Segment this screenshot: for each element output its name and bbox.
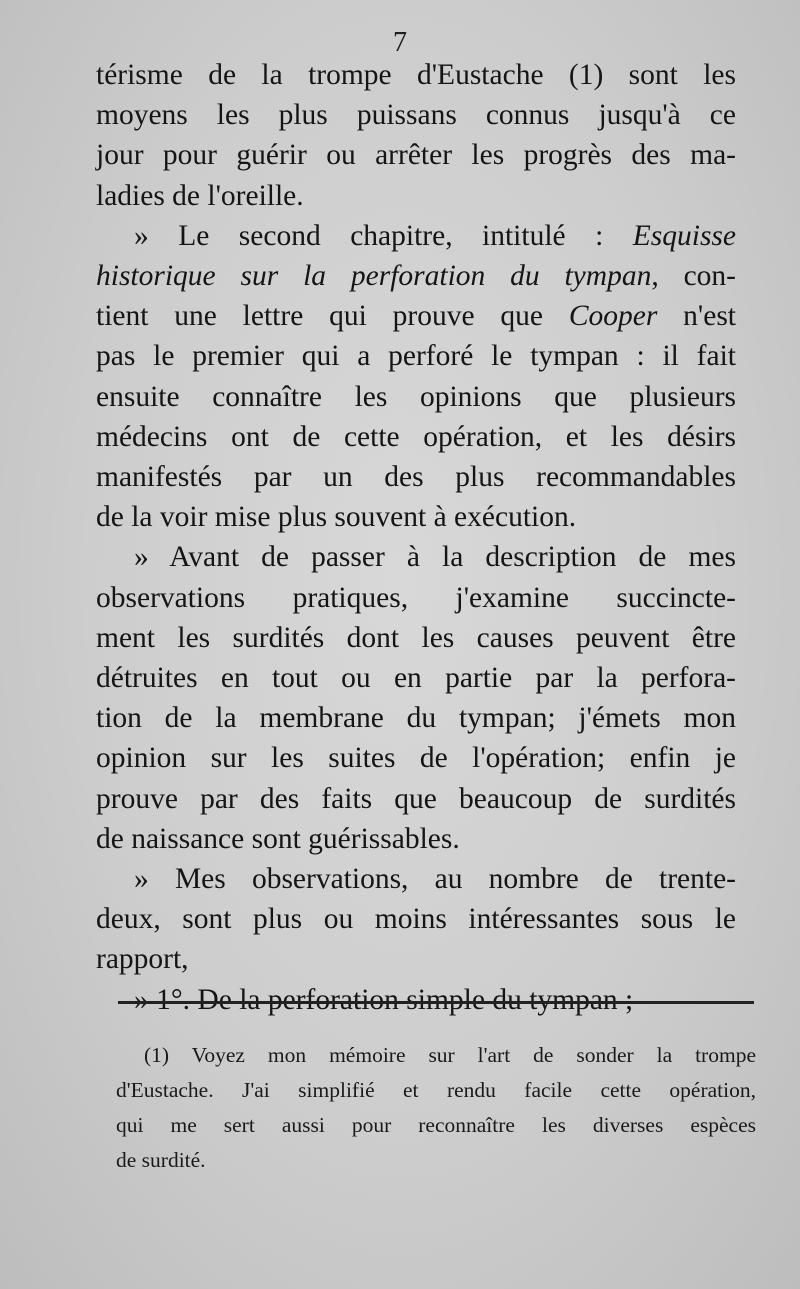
text-line: opinion sur les suites de l'opération; enfin je	[96, 742, 736, 775]
text-run: tient une lettre qui prouve que	[96, 300, 569, 333]
text-line: jour pour guérir ou arrêter les progrès des ma-	[96, 139, 736, 172]
footnote-line: (1) Voyez mon mémoire sur l'art de sonder la trompe	[144, 1043, 756, 1067]
paragraph-3	[96, 537, 736, 859]
text-line: tion de la membrane du tympan; j'émets mon	[96, 702, 736, 735]
text-line: détruites en tout ou en partie par la perfora-	[96, 662, 736, 695]
text-line: » Avant de passer à la description de mes	[134, 541, 736, 574]
text-line	[96, 296, 736, 336]
text-line	[96, 216, 736, 256]
footnote-divider	[118, 1001, 754, 1004]
footnote-line: qui me sert aussi pour reconnaître les diverses espèces	[116, 1113, 756, 1137]
text-line: térisme de la trompe d'Eustache (1) sont les	[96, 59, 736, 91]
italic-name: Cooper	[568, 300, 658, 333]
text-line: de naissance sont guérissables.	[96, 822, 460, 855]
text-line: pas le premier qui a perforé le tympan : il fait	[96, 340, 736, 373]
text-run: , con-	[651, 260, 736, 293]
text-line: ensuite connaître les opinions que plusieurs	[96, 380, 736, 413]
footnote-line: d'Eustache. J'ai simplifié et rendu facile cette opération,	[116, 1078, 756, 1102]
text-line: de la voir mise plus souvent à exécution.	[96, 501, 577, 534]
text-run: » Le second chapitre, intitulé :	[134, 219, 633, 252]
text-line: moyens les plus puissans connus jusqu'à ce	[96, 99, 736, 132]
text-run: n'est	[657, 300, 736, 333]
text-line: médecins ont de cette opération, et les désirs	[96, 420, 736, 453]
text-line	[96, 256, 736, 296]
text-line: manifestés par un des plus recommandables	[96, 461, 736, 494]
text-line: rapport,	[96, 943, 189, 976]
page-number: 7	[393, 27, 407, 58]
footnote	[116, 1038, 756, 1178]
paragraph-5	[96, 980, 736, 1020]
main-text	[96, 55, 736, 1020]
text-line: deux, sont plus ou moins intéressantes sous le	[96, 903, 736, 936]
text-line: » Mes observations, au nombre de trente-	[134, 863, 736, 896]
italic-title: historique sur la perforation du tympan	[96, 260, 652, 293]
footnote-line: de surdité.	[116, 1148, 206, 1172]
text-line: ment les surdités dont les causes peuvent être	[96, 621, 736, 654]
paragraph-2	[96, 216, 736, 538]
text-line: observations pratiques, j'examine succincte-	[96, 581, 736, 614]
paragraph-4	[96, 859, 736, 980]
text-line: » 1°. De la perforation simple du tympan ;	[134, 983, 634, 1016]
paragraph-1	[96, 55, 736, 216]
text-line: prouve par des faits que beaucoup de surdités	[96, 782, 736, 815]
italic-title: Esquisse	[632, 219, 736, 252]
text-line: ladies de l'oreille.	[96, 179, 304, 212]
